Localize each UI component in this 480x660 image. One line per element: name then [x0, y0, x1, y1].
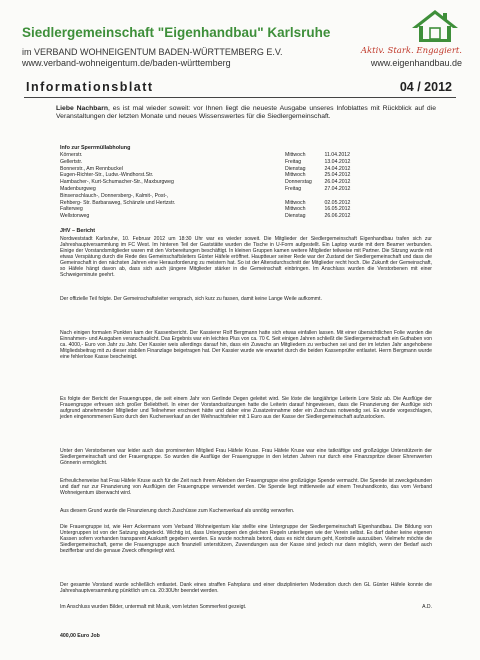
jhv-paragraph-4: Es folgte der Bericht der Frauengruppe, die seit einem Jahr von Gerlinde Degen geleitet wird. Sie löste die langjährige Leiterin Lore Stolz ab. Die Ausflüge der Frauengruppe erfreuen sich großer Beliebtheit. In einer der Vorstandssitzungen hatte die Leiterin darauf hingewiesen, dass die Finanzierung der Ausflüge sich aufgrund abnehmender Mitglieder und Teilnehmer erschwert hätte und daher eine Zusatzeinnahme oder ein Zuschuss notwendig sei. Es wurde vorgeschlagen, jeden eingenommenen Euro durch den Kuchenverkauf an der Weihnachtsfeier mit 1 Euro aus der Kasse der Siedlergemeinschaft aufzustocken. — [60, 396, 432, 421]
schedule-row — [60, 172, 360, 179]
schedule-street: Eugen-Richter-Str., Ludw.-Windhorst.Str. — [60, 172, 154, 179]
schedule-row — [60, 152, 360, 159]
schedule-day: Dienstag — [285, 165, 306, 172]
jhv-paragraph-7: Aus diesem Grund wurde die Finanzierung durch Zuschüsse zum Kuchenverkauf als unnötig verworfen. — [60, 508, 295, 514]
schedule-date: 02.05.2012 — [324, 199, 351, 206]
jhv-paragraph-5: Unter den Verstorbenen war leider auch das prominenten Mitglied Frau Häfele Kruse. Frau Häfele Kruse war eine tatkräftige und großzügige Unterstützerin der Siedlergemeinschaft und der Frauengruppe. So wurden die Ausflüge der Frauengruppe in den letzten Jahren nur durch eine Finanzspritze dieser Ehrenwerten Gönnerin ermöglicht. — [60, 448, 432, 467]
schedule-row — [60, 186, 360, 193]
author-signature: A.D. — [422, 604, 432, 610]
jhv-paragraph-10: Im Anschluss wurden Bilder, untermalt mit Musik, vom letzten Sommerfest gezeigt. — [60, 604, 247, 610]
schedule-day: Freitag — [285, 158, 302, 165]
jhv-heading: JHV – Bericht — [60, 228, 96, 234]
schedule-date — [324, 193, 360, 200]
jhv-paragraph-3: Nach einigen formalen Punkten kam der Kassenbericht. Der Kassierer Rolf Bergmann hatte sich etwas einfallen lassen. Mit einer übersichtlichen Folie wurden die Einnahmen- und Ausgaben veranschaulicht. Das Ergebnis war ein leichtes Plus von ca. 70 €. Seit einigen Jahren schließt die Siedlergemeinschaft ein Guthaben von ca. 4000,- Euro von Jahr zu Jahr. Der Kassier weis allerdings darauf hin, dass ein Zuwachs an Mitgliedern zu verbuchen sei und der im letzten Jahr angehobene Mitgliedsbeitrag mit zu dieser stabilen Finanzlage beigetragen hat. Der Kassier wurde wie erwartet durch die beiden Kassenprüfer entlastet. Herrn Bergmann wurde eine fehlerlose Kasse bescheinigt. — [60, 330, 432, 361]
jhv-paragraph-9: Der gesamte Vorstand wurde schließlich entlastet. Dank eines straffen Fahrplans und einer disziplinierten Moderation durch den GL Günter Häfele konnte die Jahreshauptversammlung pünktlich um ca. 20:30Uhr beendet werden. — [60, 582, 432, 595]
schedule-date: 13.04.2012 — [324, 158, 351, 165]
schedule-row — [60, 200, 360, 207]
schedule-date: 26.04.2012 — [324, 179, 351, 186]
schedule-row — [60, 179, 360, 186]
schedule-street: Hambacher-, Kurt-Schumacher-Str., Maxburgweg — [60, 179, 174, 186]
schedule-street: Binsenschlauch-, Donnersberg-, Kalmit-, Post-, — [60, 192, 169, 199]
jhv-paragraph-6: Erfreulicherweise hat Frau Häfele Kruse auch für die Zeit nach ihrem Ableben der Frauengruppe eine großzügige Spende vermacht. Die Spende ist zweckgebunden und darf nur zur Finanzierung von Ausflügen der Frauengruppe verwendet werden. Die Spende liegt mittlerweile auf einem Treuhandkonto, das vom Verband Wohneigentum überwacht wird. — [60, 478, 432, 497]
schedule-date: 25.04.2012 — [324, 172, 351, 179]
schedule-day: Dienstag — [285, 213, 306, 220]
bulky-waste-heading: Info zur Sperrmüllabholung — [60, 145, 131, 151]
intro-greeting: Liebe Nachbarn — [56, 105, 108, 112]
club-website[interactable]: www.eigenhandbau.de — [370, 58, 462, 68]
jhv-paragraph-8: Die Frauengruppe ist, wie Herr Ackermann vom Verband Wohneigentum klar stellte eine Untergruppe der Siedlergemeinschaft Eigenhandbau. Die Bildung von Untergruppen ist von der Satzung abgedeckt. Wichtig ist, dass Untergruppen den gleichen Regeln unterliegen wie der Verein selbst. Es darf daher keine eigenen Kassen sofern vorhanden transparent Auskunft gegeben werden. Es wurde nochmals betont, dass es nicht darum geht, Kontrolle auszuüben. Vielmehr möchte die Siedlergemeinschaft, gerne die Frauengruppe auch finanziell unterstützen, Zuwendungen aus der Kasse sind jedoch nur dann möglich, wenn der Bedarf auch bezifferbar und die genaue Zweck offengelegt wird. — [60, 524, 432, 555]
schedule-row — [60, 193, 360, 200]
schedule-day: Freitag — [285, 185, 302, 192]
schedule-day — [285, 193, 324, 200]
intro-text: , es ist mal wieder soweit: vor Ihnen liegt die neueste Ausgabe unseres Infoblattes mit Rückblick auf die Veranstaltungen der letzten Monate und neues Wissenswertes für die Siedlergemeinschaft. — [56, 105, 436, 121]
schedule-street: Gellertstr. — [60, 158, 83, 165]
slogan: Aktiv. Stark. Engagiert. — [360, 46, 462, 56]
issue-number: 04 / 2012 — [399, 80, 452, 94]
schedule-street: Falterweg — [60, 206, 83, 213]
schedule-street: Bonnerstr., Am Rennbuckel — [60, 165, 123, 172]
schedule-day: Mittwoch — [285, 206, 306, 213]
schedule-date: 27.04.2012 — [324, 185, 351, 192]
jhv-paragraph-2: Der offizielle Teil folgte. Der Gemeinschaftsleiter versprach, sich kurz zu fassen, damit keine Lange Weile aufkommt. — [60, 296, 322, 302]
jhv-paragraph-1: Nordweststadt Karlsruhe, 10. Februar 2012 um 18:30 Uhr war es wieder soweit. Die Mitglieder der Siedlergemeinschaft Eigenhandbau trafen sich zur Jahreshauptversammlung im FC West. Im hinteren Teil der Gaststätte wurden die Tische in U-Form aufgestellt. Ein Laptop wurde mit dem Beamer verbunden. Einige der Vorstandsmitglieder waren mit den Vorbereitungen beschäftigt. In kleinen Gruppen kamen weitere Mitglieder teilweise mit Partner. Die Sitzung wurde mit etwas Verspätung durch die Rede des Gemeinschaftsleiters Günter Häfele eröffnet. Hauptteuer seiner Rede war der Zustand der Siedlergemeinschaft und dass die Gemeinschaft in den nächsten Jahren eine Herausforderung zu meistern hat. So ist der Altersdurchschnitt der Mitglieder recht hoch. Die Zukunft der Gemeinschaft, so Häfele hängt davon ab, dass sich auch jüngere Mitglieder stärker in die Gemeinschaft einbringen. Im Anschluss wurden die Verstorbenen mit einer Schweigeminute geehrt. — [60, 236, 432, 279]
schedule-row — [60, 213, 360, 220]
intro-paragraph — [56, 105, 436, 122]
bulky-waste-schedule — [60, 152, 360, 220]
schedule-day: Mittwoch — [285, 152, 306, 158]
schedule-row — [60, 159, 360, 166]
footer-note: 400,00 Euro Job — [60, 633, 100, 639]
schedule-date: 11.04.2012 — [324, 152, 351, 158]
schedule-date: 16.05.2012 — [324, 206, 351, 213]
org-title: Siedlergemeinschaft "Eigenhandbau" Karlsruhe — [22, 25, 331, 40]
schedule-day: Donnerstag — [285, 179, 312, 186]
schedule-row — [60, 166, 360, 173]
document-title: Informationsblatt — [26, 80, 154, 94]
schedule-day: Mittwoch — [285, 172, 306, 179]
schedule-street: Wellstonweg — [60, 213, 90, 220]
schedule-date: 24.04.2012 — [324, 165, 351, 172]
schedule-street: Madenburgweg — [60, 185, 96, 192]
house-logo-icon — [406, 8, 464, 49]
schedule-row — [60, 206, 360, 213]
org-association: im VERBAND WOHNEIGENTUM BADEN-WÜRTTEMBERG E.V. — [22, 47, 283, 57]
schedule-date: 26.06.2012 — [324, 213, 351, 220]
schedule-street: Rehberg- Str. Barbaraweg, Schänzle und Hertzstr. — [60, 199, 176, 206]
schedule-street: Körnerstr. — [60, 152, 83, 158]
association-website[interactable]: www.verband-wohneigentum.de/baden-württemberg — [22, 58, 231, 68]
header-divider — [24, 97, 456, 98]
schedule-day: Mittwoch — [285, 199, 306, 206]
